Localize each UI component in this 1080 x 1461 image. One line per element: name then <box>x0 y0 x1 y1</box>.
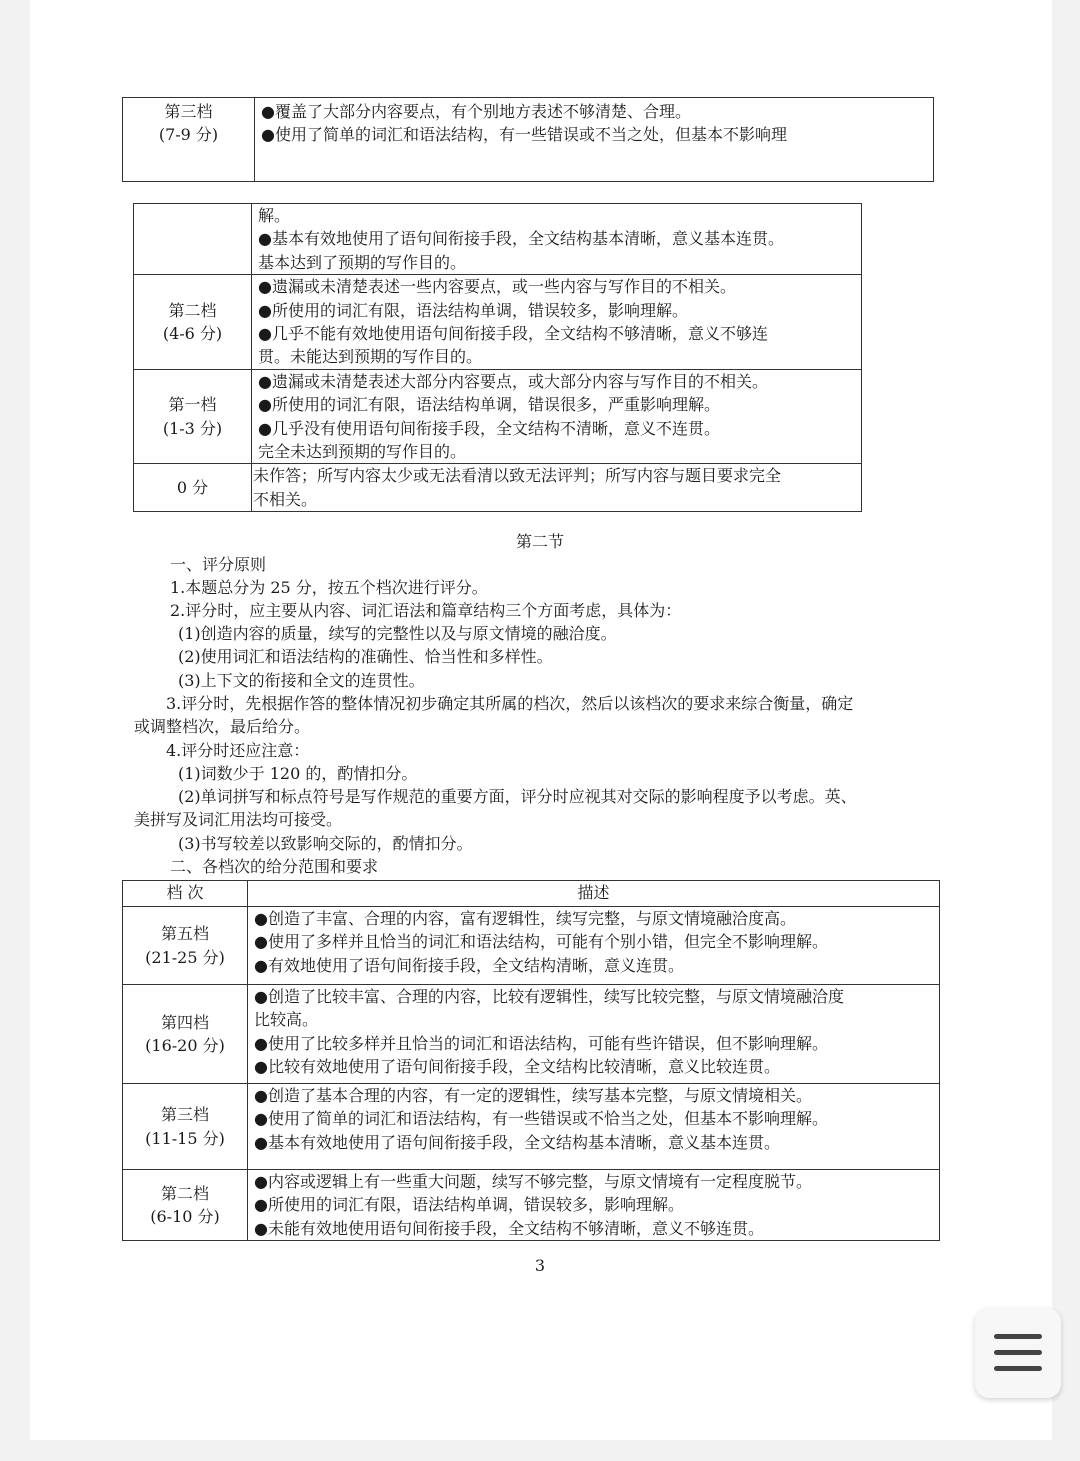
desc-line: ●几乎没有使用语句间衔接手段，全文结构不清晰，意义不连贯。 <box>258 418 720 438</box>
level-range: (21-25 分) <box>145 947 225 967</box>
level-range: (4-6 分) <box>162 324 223 344</box>
level-range: (6-10 分) <box>150 1207 220 1227</box>
level-cell <box>134 275 252 370</box>
desc-line: ●遗漏或未清楚表述大部分内容要点，或大部分内容与写作目的不相关。 <box>258 371 768 391</box>
desc-line: ●创造了比较丰富、合理的内容，比较有逻辑性，续写比较完整，与原文情境融洽度 <box>254 987 844 1006</box>
desc-line: ●基本有效地使用了语句间衔接手段，全文结构基本清晰，意义基本连贯。 <box>258 229 784 249</box>
level-name: 第三档 <box>164 102 213 121</box>
description-cell <box>252 369 862 464</box>
level-range: (16-20 分) <box>145 1036 225 1055</box>
description-cell <box>248 907 940 985</box>
desc-line: ●基本有效地使用了语句间衔接手段，全文结构基本清晰，意义基本连贯。 <box>254 1132 780 1152</box>
desc-line: ●有效地使用了语句间衔接手段，全文结构清晰，意义连贯。 <box>254 955 684 975</box>
desc-line: ●所使用的词汇有限，语法结构单调，错误较多，影响理解。 <box>254 1195 684 1215</box>
desc-line: ●使用了简单的词汇和语法结构，有一些错误或不当之处，但基本不影响理 <box>261 125 787 145</box>
desc-line: ●使用了多样并且恰当的词汇和语法结构，可能有个别小错，但完全不影响理解。 <box>254 932 828 952</box>
desc-line: ●所使用的词汇有限，语法结构单调，错误很多，严重影响理解。 <box>258 395 720 415</box>
paragraph: (3)书写较差以致影响交际的，酌情扣分。 <box>178 834 473 853</box>
desc-line: 比较高。 <box>254 1010 319 1030</box>
level-cell <box>134 464 252 512</box>
description-cell <box>248 1170 940 1241</box>
section-title: 第二节 <box>515 532 564 551</box>
level-cell <box>134 204 252 275</box>
level-cell <box>123 985 248 1084</box>
grade-table-section2 <box>122 880 940 1241</box>
desc-line: 不相关。 <box>253 489 318 509</box>
desc-line: 完全未达到预期的写作目的。 <box>258 442 467 462</box>
desc-line: ●未能有效地使用语句间衔接手段，全文结构不够清晰，意义不够连贯。 <box>254 1218 764 1238</box>
paragraph: (1)词数少于 120 的，酌情扣分。 <box>178 764 418 783</box>
description-cell <box>252 275 862 370</box>
paragraph: 或调整档次，最后给分。 <box>134 717 311 736</box>
paragraph: 美拼写及词汇用法均可接受。 <box>134 810 343 829</box>
desc-line: ●使用了比较多样并且恰当的词汇和语法结构，可能有些许错误，但不影响理解。 <box>254 1033 828 1053</box>
page-number: 3 <box>534 1256 546 1275</box>
grade-table-section1 <box>133 203 862 512</box>
desc-line: ●遗漏或未清楚表述一些内容要点，或一些内容与写作目的不相关。 <box>258 277 736 297</box>
level-name: 0 分 <box>176 478 209 498</box>
menu-button[interactable] <box>975 1308 1061 1398</box>
heading-scoring-principles: 一、评分原则 <box>170 555 267 574</box>
desc-line: ●所使用的词汇有限，语法结构单调，错误较多，影响理解。 <box>258 300 688 320</box>
description-cell <box>255 98 934 182</box>
description-cell <box>248 1084 940 1170</box>
desc-line: 基本达到了预期的写作目的。 <box>258 252 467 272</box>
desc-line: ●内容或逻辑上有一些重大问题，续写不够完整，与原文情境有一定程度脱节。 <box>254 1172 812 1191</box>
level-name: 第五档 <box>160 924 209 944</box>
desc-line: ●使用了简单的词汇和语法结构，有一些错误或不恰当之处，但基本不影响理解。 <box>254 1109 828 1129</box>
paragraph: 3.评分时，先根据作答的整体情况初步确定其所属的档次，然后以该档次的要求来综合衡量，确定 <box>166 694 854 713</box>
desc-line: ●几乎不能有效地使用语句间衔接手段，全文结构不够清晰，意义不够连 <box>258 324 768 344</box>
description-cell <box>252 204 862 275</box>
level-cell <box>123 907 248 985</box>
paragraph: 1.本题总分为 25 分，按五个档次进行评分。 <box>170 578 488 597</box>
hamburger-menu-icon <box>994 1334 1042 1372</box>
level-name: 第一档 <box>168 395 217 415</box>
paragraph: (2)使用词汇和语法结构的准确性、恰当性和多样性。 <box>178 647 553 666</box>
level-name: 第二档 <box>168 300 217 320</box>
description-cell <box>252 464 862 512</box>
desc-line: ●覆盖了大部分内容要点，有个别地方表述不够清楚、合理。 <box>261 102 691 121</box>
header-level: 档 次 <box>123 881 248 907</box>
level-cell <box>123 1084 248 1170</box>
description-cell <box>248 985 940 1084</box>
desc-line: 未作答；所写内容太少或无法看清以致无法评判；所写内容与题目要求完全 <box>253 466 782 486</box>
paragraph: 4.评分时还应注意： <box>166 741 310 760</box>
level-name: 第四档 <box>160 1012 209 1032</box>
desc-line: 贯。未能达到预期的写作目的。 <box>258 347 483 367</box>
level-cell <box>123 1170 248 1241</box>
level-name: 第二档 <box>160 1183 209 1203</box>
paragraph: (2)单词拼写和标点符号是写作规范的重要方面，评分时应视其对交际的影响程度予以考虑。英、 <box>178 787 857 806</box>
desc-line: ●比较有效地使用了语句间衔接手段，全文结构比较清晰，意义比较连贯。 <box>254 1057 780 1077</box>
level-cell <box>134 369 252 464</box>
desc-line: ●创造了丰富、合理的内容，富有逻辑性，续写完整，与原文情境融洽度高。 <box>254 909 796 928</box>
paragraph: 2.评分时，应主要从内容、词汇语法和篇章结构三个方面考虑，具体为： <box>170 601 682 620</box>
level-range: (11-15 分) <box>145 1128 225 1148</box>
level-range: (7-9 分) <box>158 125 219 145</box>
desc-line: 解。 <box>258 206 291 225</box>
desc-line: ●创造了基本合理的内容，有一定的逻辑性，续写基本完整，与原文情境相关。 <box>254 1086 812 1105</box>
level-name: 第三档 <box>160 1105 209 1125</box>
header-description: 描述 <box>248 881 940 907</box>
paragraph: (3)上下文的衔接和全文的连贯性。 <box>178 671 425 690</box>
level-range: (1-3 分) <box>162 418 223 438</box>
level-cell <box>123 98 255 182</box>
heading-level-requirements: 二、各档次的给分范围和要求 <box>170 857 379 876</box>
paragraph: (1)创造内容的质量，续写的完整性以及与原文情境的融洽度。 <box>178 624 617 643</box>
top-grade-table <box>122 97 934 182</box>
